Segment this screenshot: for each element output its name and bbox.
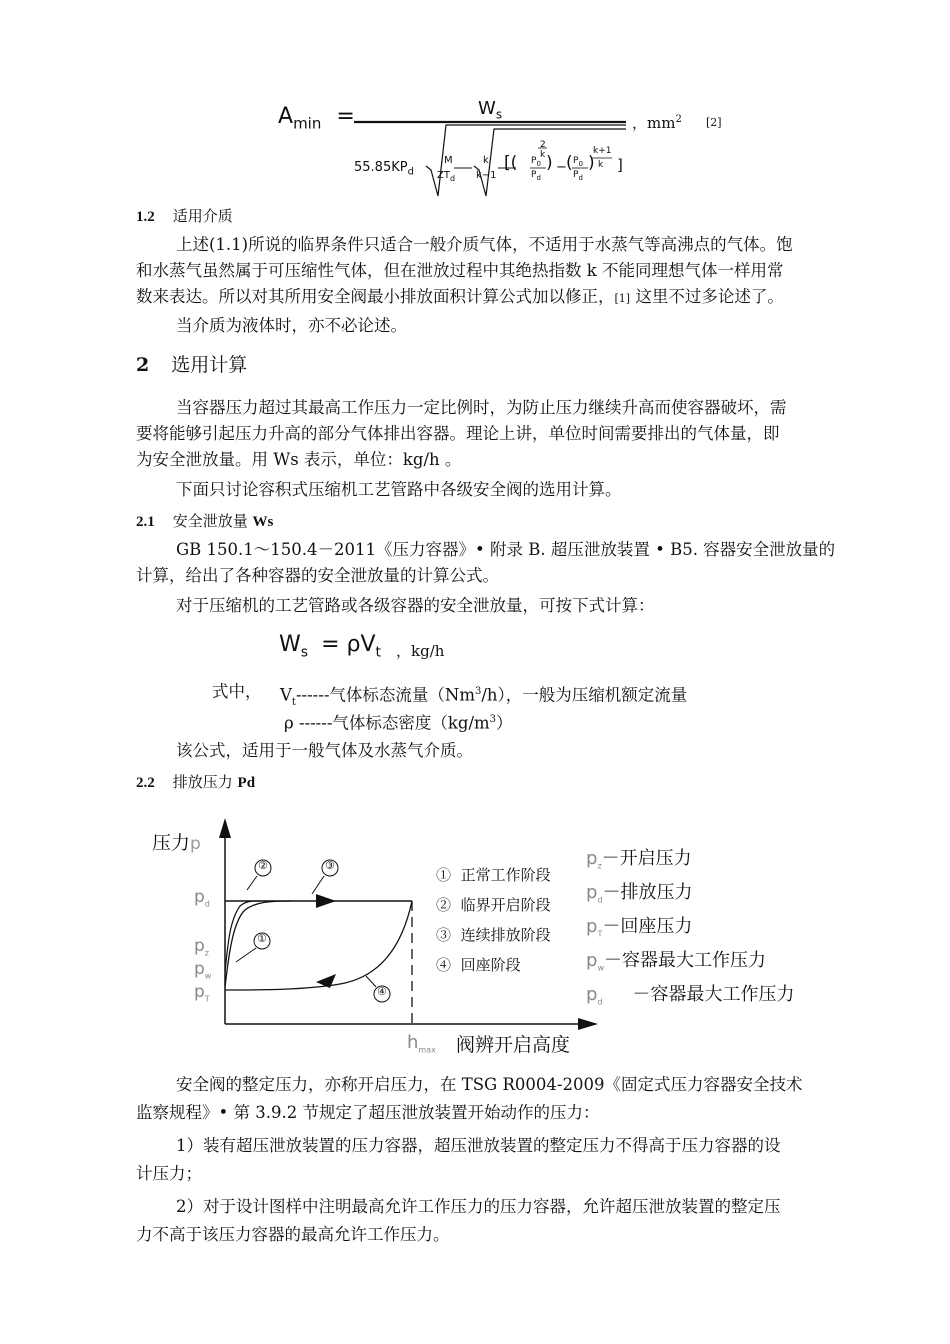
section-2-2-paragraph-line: 安全阀的整定压力，亦称开启压力，在 TSG R0004-2009《固定式压力容器安全技术 (176, 1075, 803, 1094)
formula-pd-2-symbol: P (573, 170, 579, 180)
rho-description-tail: ） (496, 713, 513, 733)
stage-mark: ① (436, 866, 452, 884)
section-2-1-paragraph-2: 对于压缩机的工艺管路或各级容器的安全泄放量，可按下式计算： (176, 596, 655, 615)
pt-tick-symbol: p (194, 982, 205, 1002)
vt-superscript: 3 (475, 686, 482, 697)
formula-exp2-denominator: k (598, 160, 604, 170)
formula-k-numerator: k (483, 155, 489, 166)
formula-pd-1 (531, 170, 541, 182)
section-1-2-text: 数来表达。所以对其所用安全阀最小排放面积计算公式加以修正， (136, 287, 615, 306)
section-1-2-paragraph-line: 上述(1.1)所说的临界条件只适合一般介质气体，不适用于水蒸气等高沸点的气体。饱 (176, 235, 793, 254)
section-2-2-heading (136, 771, 255, 792)
section-2-paragraph-line: 当容器压力超过其最高工作压力一定比例时，为防止压力继续升高而使容器破坏，需 (176, 398, 787, 417)
section-1-2-paragraph-2: 当介质为液体时，亦不必论述。 (176, 316, 407, 335)
formula-exp1-denominator: k (540, 150, 546, 160)
formula-equals: = (336, 104, 355, 129)
formula-p0-2-symbol: P (573, 156, 579, 166)
marker-4-label: ④ (377, 985, 387, 998)
section-1-2-paragraph-line (136, 286, 784, 310)
section-1-2-text: 这里不过多论述了。 (630, 287, 784, 306)
formula-unit-text: ，mm (632, 114, 676, 132)
formula-bracket-open-text: [ (504, 153, 511, 173)
section-2-1-number: 2.1 (136, 514, 155, 530)
formula-ws-unit: ，kg/h (396, 642, 445, 660)
formula-paren-open-2: ( (566, 153, 573, 173)
legend-symbol: p (586, 916, 598, 938)
legend-subscript: w (597, 963, 604, 973)
formula-ws-lhs: W (279, 632, 301, 657)
section-2-2-paragraph-line: 监察规程》• 第 3.9.2 节规定了超压泄放装置开始动作的压力： (136, 1103, 600, 1122)
formula-bracket-open: [( (504, 153, 518, 173)
section-2-2-title: 排放压力 (172, 773, 233, 791)
formula-unit-superscript: 2 (675, 114, 682, 125)
section-1-2-heading (136, 205, 233, 226)
formula-denominator-text: 55.85KP (354, 160, 408, 175)
vt-description: ------气体标态流量（Nm (295, 685, 475, 705)
stage-list (436, 860, 551, 980)
legend-symbol: p (586, 984, 598, 1006)
pz-tick (194, 936, 209, 957)
legend-item (586, 948, 795, 982)
x-axis-label: 阀辨开启高度 (456, 1034, 571, 1056)
legend-subscript: d (597, 997, 603, 1007)
legend-item (586, 982, 795, 1016)
rho-description: ------气体标态密度（kg/m (293, 713, 490, 733)
pd-tick (194, 887, 210, 908)
legend-subscript: z (597, 861, 602, 871)
section-2-2-number: 2.2 (136, 775, 155, 791)
section-2-2-item-2-line: 力不高于该压力容器的最高允许工作压力。 (136, 1225, 450, 1244)
section-2-2-item-1-line: 计压力； (136, 1164, 202, 1183)
section-2-1-heading (136, 510, 273, 531)
formula-amin-symbol: A (278, 104, 294, 129)
curve-3-arrow (316, 894, 336, 908)
formula-p0-2 (573, 156, 583, 168)
section-1-2-reference: [1] (614, 292, 631, 305)
stage-label: 正常工作阶段 (460, 866, 551, 884)
stage-mark: ④ (436, 956, 452, 974)
formula-pd-1-symbol: P (531, 170, 537, 180)
section-2-title: 选用计算 (171, 354, 248, 376)
section-2-heading (136, 350, 247, 377)
formula-exp2-numerator: k+1 (593, 146, 612, 156)
formula-amin-subscript: min (293, 114, 322, 133)
symbol-legend (586, 846, 795, 1016)
legend-symbol: p (586, 950, 598, 972)
vt-symbol: V (280, 685, 292, 705)
formula-pd-2-subscript: d (578, 173, 583, 182)
legend-label: －回座压力 (602, 916, 693, 938)
section-2-1-paragraph-line: GB 150.1～150.4－2011《压力容器》• 附录 B. 超压泄放装置 • B5. 容器安全泄放量的 (176, 540, 836, 559)
where-label: 式中， (212, 682, 262, 701)
curve-4-reseating (225, 901, 412, 990)
marker-1-leader (236, 948, 256, 962)
stage-item (436, 920, 551, 950)
pt-tick (194, 982, 210, 1003)
formula-exp1-numerator: 2 (540, 140, 546, 150)
formula-pd-1-subscript: d (536, 173, 541, 182)
legend-label: －容器最大工作压力 (603, 950, 766, 972)
legend-subscript: T (597, 929, 603, 939)
marker-2-leader (247, 876, 257, 890)
section-1-2-number: 1.2 (136, 209, 155, 225)
rho-definition (284, 709, 513, 735)
stage-mark: ③ (436, 926, 452, 944)
section-2-2-item-2-line: 2）对于设计图样中注明最高允许工作压力的压力容器，允许超压泄放装置的整定压 (176, 1197, 781, 1216)
formula-denominator-subscript: d (407, 166, 414, 178)
legend-item (586, 914, 795, 948)
section-2-1-paragraph-3: 该公式，适用于一般气体及水蒸气介质。 (176, 741, 473, 760)
pd-tick-symbol: p (194, 887, 205, 907)
legend-item (586, 846, 795, 880)
section-1-2-title: 适用介质 (172, 207, 233, 225)
section-2-2-item-1-line: 1）装有超压泄放装置的压力容器，超压泄放装置的整定压力不得高于压力容器的设 (176, 1136, 781, 1155)
formula-m-denominator (437, 170, 455, 183)
hmax-symbol: h (407, 1032, 419, 1053)
vt-description-tail: /h），一般为压缩机额定流量 (481, 685, 688, 705)
marker-3-leader (312, 876, 324, 894)
formula-outer-radical (426, 125, 626, 196)
stage-item (436, 890, 551, 920)
legend-label: －开启压力 (601, 848, 692, 869)
formula-p0-1-symbol: P (531, 156, 537, 166)
section-2-paragraph-line: 为安全泄放量。用 Ws 表示，单位：kg/h 。 (136, 450, 462, 469)
formula-ws-lhs-subscript: s (300, 644, 309, 661)
formula-m-numerator: M (444, 155, 453, 166)
formula-ws-rhs: = ρV (321, 632, 376, 657)
formula-numerator-subscript: s (495, 107, 503, 122)
legend-symbol: p (586, 848, 598, 869)
legend-symbol: p (586, 882, 598, 904)
legend-subscript: d (597, 895, 603, 905)
marker-3-label: ③ (325, 859, 335, 872)
section-2-2-title-bold: Pd (237, 775, 256, 791)
rho-superscript: 3 (489, 714, 497, 725)
stage-label: 临界开启阶段 (460, 896, 551, 914)
formula-p0-2-subscript: 0 (578, 159, 583, 168)
section-2-paragraph-2: 下面只讨论容积式压缩机工艺管路中各级安全阀的选用计算。 (176, 480, 622, 499)
pt-tick-subscript: T (204, 994, 210, 1004)
formula-k-denominator: k−1 (476, 170, 497, 181)
hmax-tick (407, 1032, 436, 1055)
section-2-1-title-bold: Ws (252, 514, 274, 530)
marker-4-leader (366, 976, 376, 987)
pz-tick-symbol: p (194, 936, 205, 956)
formula-bracket-close: ] (617, 156, 623, 174)
stage-item (436, 860, 551, 890)
curve-2-critical-opening (225, 901, 260, 972)
formula-m-denominator-text: ZT (437, 170, 450, 181)
formula-m-denominator-subscript: d (449, 174, 456, 183)
pz-tick-subscript: z (204, 948, 209, 958)
legend-label: －排放压力 (602, 882, 693, 904)
formula-p0-1-subscript: 0 (536, 159, 541, 168)
formula-pd-2 (573, 170, 583, 182)
formula-paren-close-1: ) (546, 153, 553, 173)
rho-symbol: ρ (284, 713, 294, 733)
marker-2-label: ② (258, 859, 268, 872)
section-2-paragraph-line: 要将能够引起压力升高的部分气体排出容器。理论上讲，单位时间需要排出的气体量，即 (136, 424, 780, 443)
formula-reference: [2] (706, 116, 722, 129)
legend-item (586, 880, 795, 914)
formula-ws (279, 632, 381, 660)
stage-label: 回座阶段 (460, 956, 521, 974)
y-axis-label-text: 压力 (152, 832, 191, 854)
section-2-1-title: 安全泄放量 (172, 512, 248, 530)
formula-minus-sign: − (556, 160, 567, 175)
pd-tick-subscript: d (204, 899, 210, 909)
pw-tick-symbol: p (194, 959, 205, 979)
hmax-subscript: max (418, 1045, 436, 1055)
vt-subscript: t (291, 696, 296, 708)
y-axis-label (152, 828, 201, 855)
x-axis-arrow (578, 1018, 598, 1030)
formula-ws-rhs-subscript: t (375, 644, 382, 661)
formula-unit (632, 112, 682, 133)
stage-label: 连续排放阶段 (460, 926, 551, 944)
y-axis-p-symbol: p (190, 834, 201, 854)
marker-1-label: ① (257, 932, 267, 945)
formula-denominator-coefficient (354, 160, 414, 178)
formula-paren-close-2: ) (588, 153, 595, 173)
section-2-number: 2 (136, 354, 150, 376)
legend-label: －容器最大工作压力 (632, 984, 795, 1006)
pw-tick-subscript: w (204, 971, 212, 981)
formula-amin-lhs (278, 104, 355, 132)
y-axis-arrow (219, 818, 231, 838)
pw-tick (194, 959, 211, 980)
stage-mark: ② (436, 896, 452, 914)
stage-item (436, 950, 551, 980)
formula-numerator-symbol: W (478, 98, 496, 119)
section-2-1-paragraph-line: 计算，给出了各种容器的安全泄放量的计算公式。 (136, 566, 499, 585)
section-1-2-paragraph-line: 和水蒸气虽然属于可压缩性气体，但在泄放过程中其绝热指数 k 不能同理想气体一样用常 (136, 261, 784, 280)
curve-4-arrow (316, 974, 336, 988)
